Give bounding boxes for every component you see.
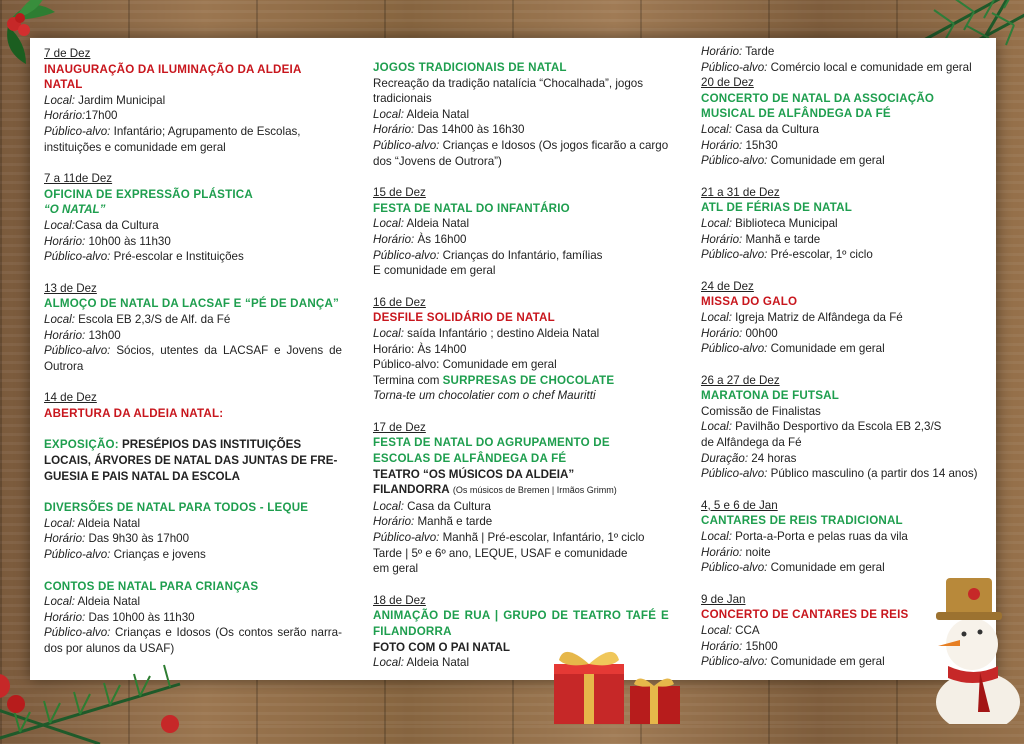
event-date: 7 a 11de Dez bbox=[44, 172, 113, 186]
horario-label: Horário: bbox=[44, 610, 86, 624]
publico-value: Crianças e Idosos (Os jogos ficarão a cargo dos “Jovens de Outrora”) bbox=[373, 138, 669, 168]
termina-prefix: Termina com bbox=[373, 373, 440, 387]
local-label: Local: bbox=[701, 216, 732, 230]
local-label: Local: bbox=[701, 624, 732, 637]
event-title: MARATONA DE FUTSAL bbox=[701, 389, 839, 403]
horario-value: 17h00 bbox=[85, 109, 118, 123]
publico-value: Comunidade em geral bbox=[770, 154, 885, 168]
horario-value: noite bbox=[745, 545, 771, 559]
local-label: Local: bbox=[44, 312, 75, 326]
event-futsal bbox=[701, 373, 983, 482]
event-date: 17 de Dez bbox=[373, 420, 426, 434]
event-subtitle: “O NATAL” bbox=[44, 203, 106, 217]
duracao-value: 24 horas bbox=[751, 451, 797, 465]
horario-value: Das 14h00 às 16h30 bbox=[417, 123, 525, 137]
filandorra-note: (Os músicos de Bremen | Irmãos Grimm) bbox=[452, 485, 617, 496]
event-title: FESTA DE NATAL DO INFANTÁRIO bbox=[373, 201, 570, 215]
publico-label: Público-alvo: bbox=[701, 467, 768, 481]
event-date: 14 de Dez bbox=[44, 391, 97, 405]
event-date: 18 de Dez bbox=[373, 593, 426, 607]
publico-label: Público-alvo: bbox=[701, 248, 768, 262]
event-title: ALMOÇO DE NATAL DA LACSAF E “PÉ DE DANÇA” bbox=[44, 297, 340, 311]
local-value: Aldeia Natal bbox=[77, 595, 141, 609]
publico-value: Pré-escolar e Instituições bbox=[113, 250, 244, 264]
teatro-title: TEATRO “OS MÚSICOS DA ALDEIA” bbox=[373, 467, 575, 481]
publico-label: Público-alvo: bbox=[44, 548, 111, 562]
event-date: 16 de Dez bbox=[373, 295, 426, 309]
horario-label: Horário: bbox=[701, 545, 743, 559]
event-title: INAUGURAÇÃO DA ILUMINAÇÃO DA ALDEIA NATAL bbox=[44, 62, 302, 92]
horario-value: Manhã e tarde bbox=[745, 232, 821, 246]
local-value: Casa da Cultura bbox=[407, 499, 491, 513]
event-title: OFICINA DE EXPRESSÃO PLÁSTICA bbox=[44, 187, 253, 201]
local-value: Biblioteca Municipal bbox=[735, 216, 838, 230]
event-abertura bbox=[44, 390, 342, 421]
horario-label: Horário: bbox=[701, 138, 743, 152]
local-label: Local: bbox=[701, 122, 732, 136]
publico-label: Público-alvo: bbox=[44, 344, 111, 358]
publico-value: Manhã | Pré-escolar, Infantário, 1º ciclo bbox=[442, 531, 645, 545]
local-value: Casa da Cultura bbox=[74, 218, 159, 232]
event-missa bbox=[701, 279, 983, 357]
publico-label: Público-alvo: bbox=[373, 248, 440, 262]
local-value: saída Infantário ; destino Aldeia Natal bbox=[407, 326, 600, 340]
event-desfile bbox=[373, 295, 669, 404]
event-title: CONTOS DE NATAL PARA CRIANÇAS bbox=[44, 579, 259, 593]
horario-value: 13h00 bbox=[88, 328, 121, 342]
horario-label: Horário: bbox=[701, 232, 743, 246]
publico-label: Público-alvo: bbox=[373, 138, 440, 152]
local-value: Aldeia Natal bbox=[406, 656, 470, 670]
event-cantares-reis bbox=[701, 498, 983, 576]
publico-value: Crianças do Infantário, famílias bbox=[442, 248, 603, 262]
event-date: 9 de Jan bbox=[701, 592, 746, 606]
organizer: Comissão de Finalistas bbox=[701, 404, 821, 418]
local-label: Local: bbox=[373, 656, 404, 670]
snowman-icon bbox=[920, 572, 1024, 724]
event-date: 26 a 27 de Dez bbox=[701, 373, 780, 387]
horario-label: Horário: bbox=[44, 234, 86, 248]
publico-value: Comunidade em geral bbox=[770, 561, 885, 575]
event-date: 20 de Dez bbox=[701, 76, 754, 90]
event-date: 7 de Dez bbox=[44, 47, 91, 60]
horario-label: Horário: bbox=[701, 326, 743, 340]
local-value: Porta-a-Porta e pelas ruas da vila bbox=[735, 530, 908, 544]
local-label: Local: bbox=[701, 420, 732, 434]
horario-label: Horário: bbox=[701, 45, 743, 58]
event-exposicao bbox=[44, 437, 342, 484]
event-title: CONCERTO DE NATAL DA ASSOCIAÇÃO MUSICAL DE ALFÂNDEGA DA FÉ bbox=[701, 91, 935, 121]
event-title: CANTARES DE REIS TRADICIONAL bbox=[701, 514, 903, 528]
publico-value: Comunidade em geral bbox=[770, 342, 885, 356]
local-label: Local: bbox=[701, 530, 732, 544]
local-value-cont: de Alfândega da Fé bbox=[701, 436, 802, 450]
event-festa-agrupamento bbox=[373, 420, 669, 577]
event-title: ATL DE FÉRIAS DE NATAL bbox=[701, 201, 853, 215]
event-date: 21 a 31 de Dez bbox=[701, 185, 780, 199]
local-value: Casa da Cultura bbox=[735, 122, 819, 136]
horario-value: Das 9h30 às 17h00 bbox=[88, 532, 190, 546]
publico-value: Pré-escolar, 1º ciclo bbox=[770, 248, 873, 262]
local-value: CCA bbox=[735, 624, 760, 637]
local-label: Local: bbox=[701, 310, 732, 324]
local-label: Local: bbox=[373, 499, 404, 513]
horario-label: Horário: bbox=[373, 515, 415, 529]
event-title: FESTA DE NATAL DO AGRUPAMENTO DE ESCOLAS DE ALFÂNDEGA DA FÉ bbox=[373, 436, 610, 466]
local-label: Local: bbox=[44, 516, 75, 530]
publico-value-cont2: em geral bbox=[373, 562, 419, 576]
event-title: CONCERTO DE CANTARES DE REIS bbox=[701, 608, 909, 622]
exposicao-label: EXPOSIÇÃO: bbox=[44, 438, 119, 452]
foto-title: FOTO COM O PAI NATAL bbox=[373, 640, 510, 654]
publico-label: Público-alvo: bbox=[44, 626, 111, 640]
publico-label: Público-alvo: bbox=[44, 124, 111, 138]
event-concerto-natal bbox=[701, 75, 983, 169]
horario-value: 15h30 bbox=[745, 138, 778, 152]
horario-line: Horário: Às 14h00 bbox=[373, 342, 467, 356]
publico-label: Público-alvo: bbox=[701, 60, 768, 74]
event-jogos bbox=[373, 60, 669, 169]
local-value: Igreja Matriz de Alfândega da Fé bbox=[735, 310, 903, 324]
publico-value: Comunidade em geral bbox=[770, 655, 885, 669]
publico-label: Público-alvo: bbox=[44, 250, 111, 264]
publico-value-cont: Tarde | 5º e 6º ano, LEQUE, USAF e comunidade bbox=[373, 546, 628, 560]
local-value: Escola EB 2,3/S de Alf. da Fé bbox=[78, 312, 231, 326]
exposicao-text: PRESÉPIOS DAS INSTITUIÇÕES LOCAIS, ÁRVORES DE NATAL DAS JUNTAS DE FRE-GUESIA E PAIS NATAL DA ESCOLA bbox=[44, 438, 338, 483]
local-label: Local: bbox=[44, 218, 75, 232]
publico-label: Público-alvo: bbox=[701, 154, 768, 168]
holly-icon bbox=[0, 0, 100, 70]
event-title: MISSA DO GALO bbox=[701, 295, 798, 309]
horario-value: Das 10h00 às 11h30 bbox=[88, 610, 195, 624]
event-title: ANIMAÇÃO DE RUA | GRUPO DE TEATRO TAFÉ E FILANDORRA bbox=[373, 609, 669, 638]
publico-value-cont: E comunidade em geral bbox=[373, 264, 496, 278]
publico-label: Público-alvo: bbox=[373, 531, 440, 545]
horario-label: Horário: bbox=[44, 532, 86, 546]
event-festa-infantario bbox=[373, 185, 669, 279]
event-almoco bbox=[44, 281, 342, 375]
local-value: Aldeia Natal bbox=[406, 107, 470, 121]
event-title: DESFILE SOLIDÁRIO DE NATAL bbox=[373, 311, 555, 325]
filandorra-title: FILANDORRA bbox=[373, 483, 450, 497]
duracao-label: Duração: bbox=[701, 451, 749, 465]
publico-label: Público-alvo: bbox=[701, 655, 768, 669]
horario-value: Tarde bbox=[745, 45, 775, 58]
event-title: JOGOS TRADICIONAIS DE NATAL bbox=[373, 61, 567, 74]
publico-value: Comércio local e comunidade em geral bbox=[770, 60, 972, 74]
column-1 bbox=[44, 46, 342, 673]
event-date: 15 de Dez bbox=[373, 186, 426, 200]
program-sheet bbox=[30, 38, 996, 680]
publico-value: Crianças e jovens bbox=[113, 548, 206, 562]
local-value: Aldeia Natal bbox=[77, 516, 141, 530]
publico-value: Público masculino (a partir dos 14 anos) bbox=[770, 467, 978, 481]
horario-label: Horário: bbox=[44, 109, 86, 123]
publico-value: Sócios, utentes da LACSAF e Jovens de Outrora bbox=[44, 344, 342, 373]
torna-text: Torna-te um chocolatier com o chef Mauritti bbox=[373, 389, 596, 403]
pine-branch-bottom-left bbox=[0, 594, 240, 744]
publico-value: Infantário; Agrupamento de Escolas, instituições e comunidade em geral bbox=[44, 124, 301, 154]
horario-label: Horário: bbox=[373, 123, 415, 137]
publico-line: Público-alvo: Comunidade em geral bbox=[373, 358, 557, 372]
local-value: Pavilhão Desportivo da Escola EB 2,3/S bbox=[735, 420, 942, 434]
event-date: 4, 5 e 6 de Jan bbox=[701, 498, 778, 512]
event-date: 13 de Dez bbox=[44, 281, 97, 295]
local-label: Local: bbox=[373, 326, 404, 340]
horario-label: Horário: bbox=[701, 639, 743, 653]
local-value: Aldeia Natal bbox=[406, 217, 470, 231]
horario-value: Às 16h00 bbox=[417, 232, 467, 246]
local-label: Local: bbox=[44, 93, 75, 107]
horario-value: 15h00 bbox=[745, 639, 778, 653]
publico-label: Público-alvo: bbox=[701, 342, 768, 356]
column-2 bbox=[373, 60, 669, 687]
horario-label: Horário: bbox=[373, 232, 415, 246]
event-title: DIVERSÕES DE NATAL PARA TODOS - LEQUE bbox=[44, 501, 309, 515]
local-label: Local: bbox=[44, 595, 75, 609]
event-diversoes bbox=[44, 500, 342, 562]
local-label: Local: bbox=[373, 217, 404, 231]
horario-label: Horário: bbox=[44, 328, 86, 342]
publico-label: Público-alvo: bbox=[701, 561, 768, 575]
event-description: Recreação da tradição natalícia “Chocalhada”, jogos tradicionais bbox=[373, 76, 644, 106]
event-oficina bbox=[44, 171, 342, 265]
local-label: Local: bbox=[373, 107, 404, 121]
horario-value: Manhã e tarde bbox=[417, 515, 493, 529]
event-atl bbox=[701, 185, 983, 263]
local-value: Jardim Municipal bbox=[78, 93, 166, 107]
event-date: 24 de Dez bbox=[701, 279, 754, 293]
horario-value: 10h00 às 11h30 bbox=[88, 234, 171, 248]
publico-value: Crianças e Idosos (Os contos serão narra-dos por alunos da USAF) bbox=[44, 626, 342, 655]
event-title: ABERTURA DA ALDEIA NATAL: bbox=[44, 406, 224, 420]
horario-value: 00h00 bbox=[745, 326, 778, 340]
termina-title: SURPRESAS DE CHOCOLATE bbox=[442, 373, 615, 387]
gift-icon bbox=[548, 642, 688, 724]
event-continued bbox=[701, 44, 983, 75]
